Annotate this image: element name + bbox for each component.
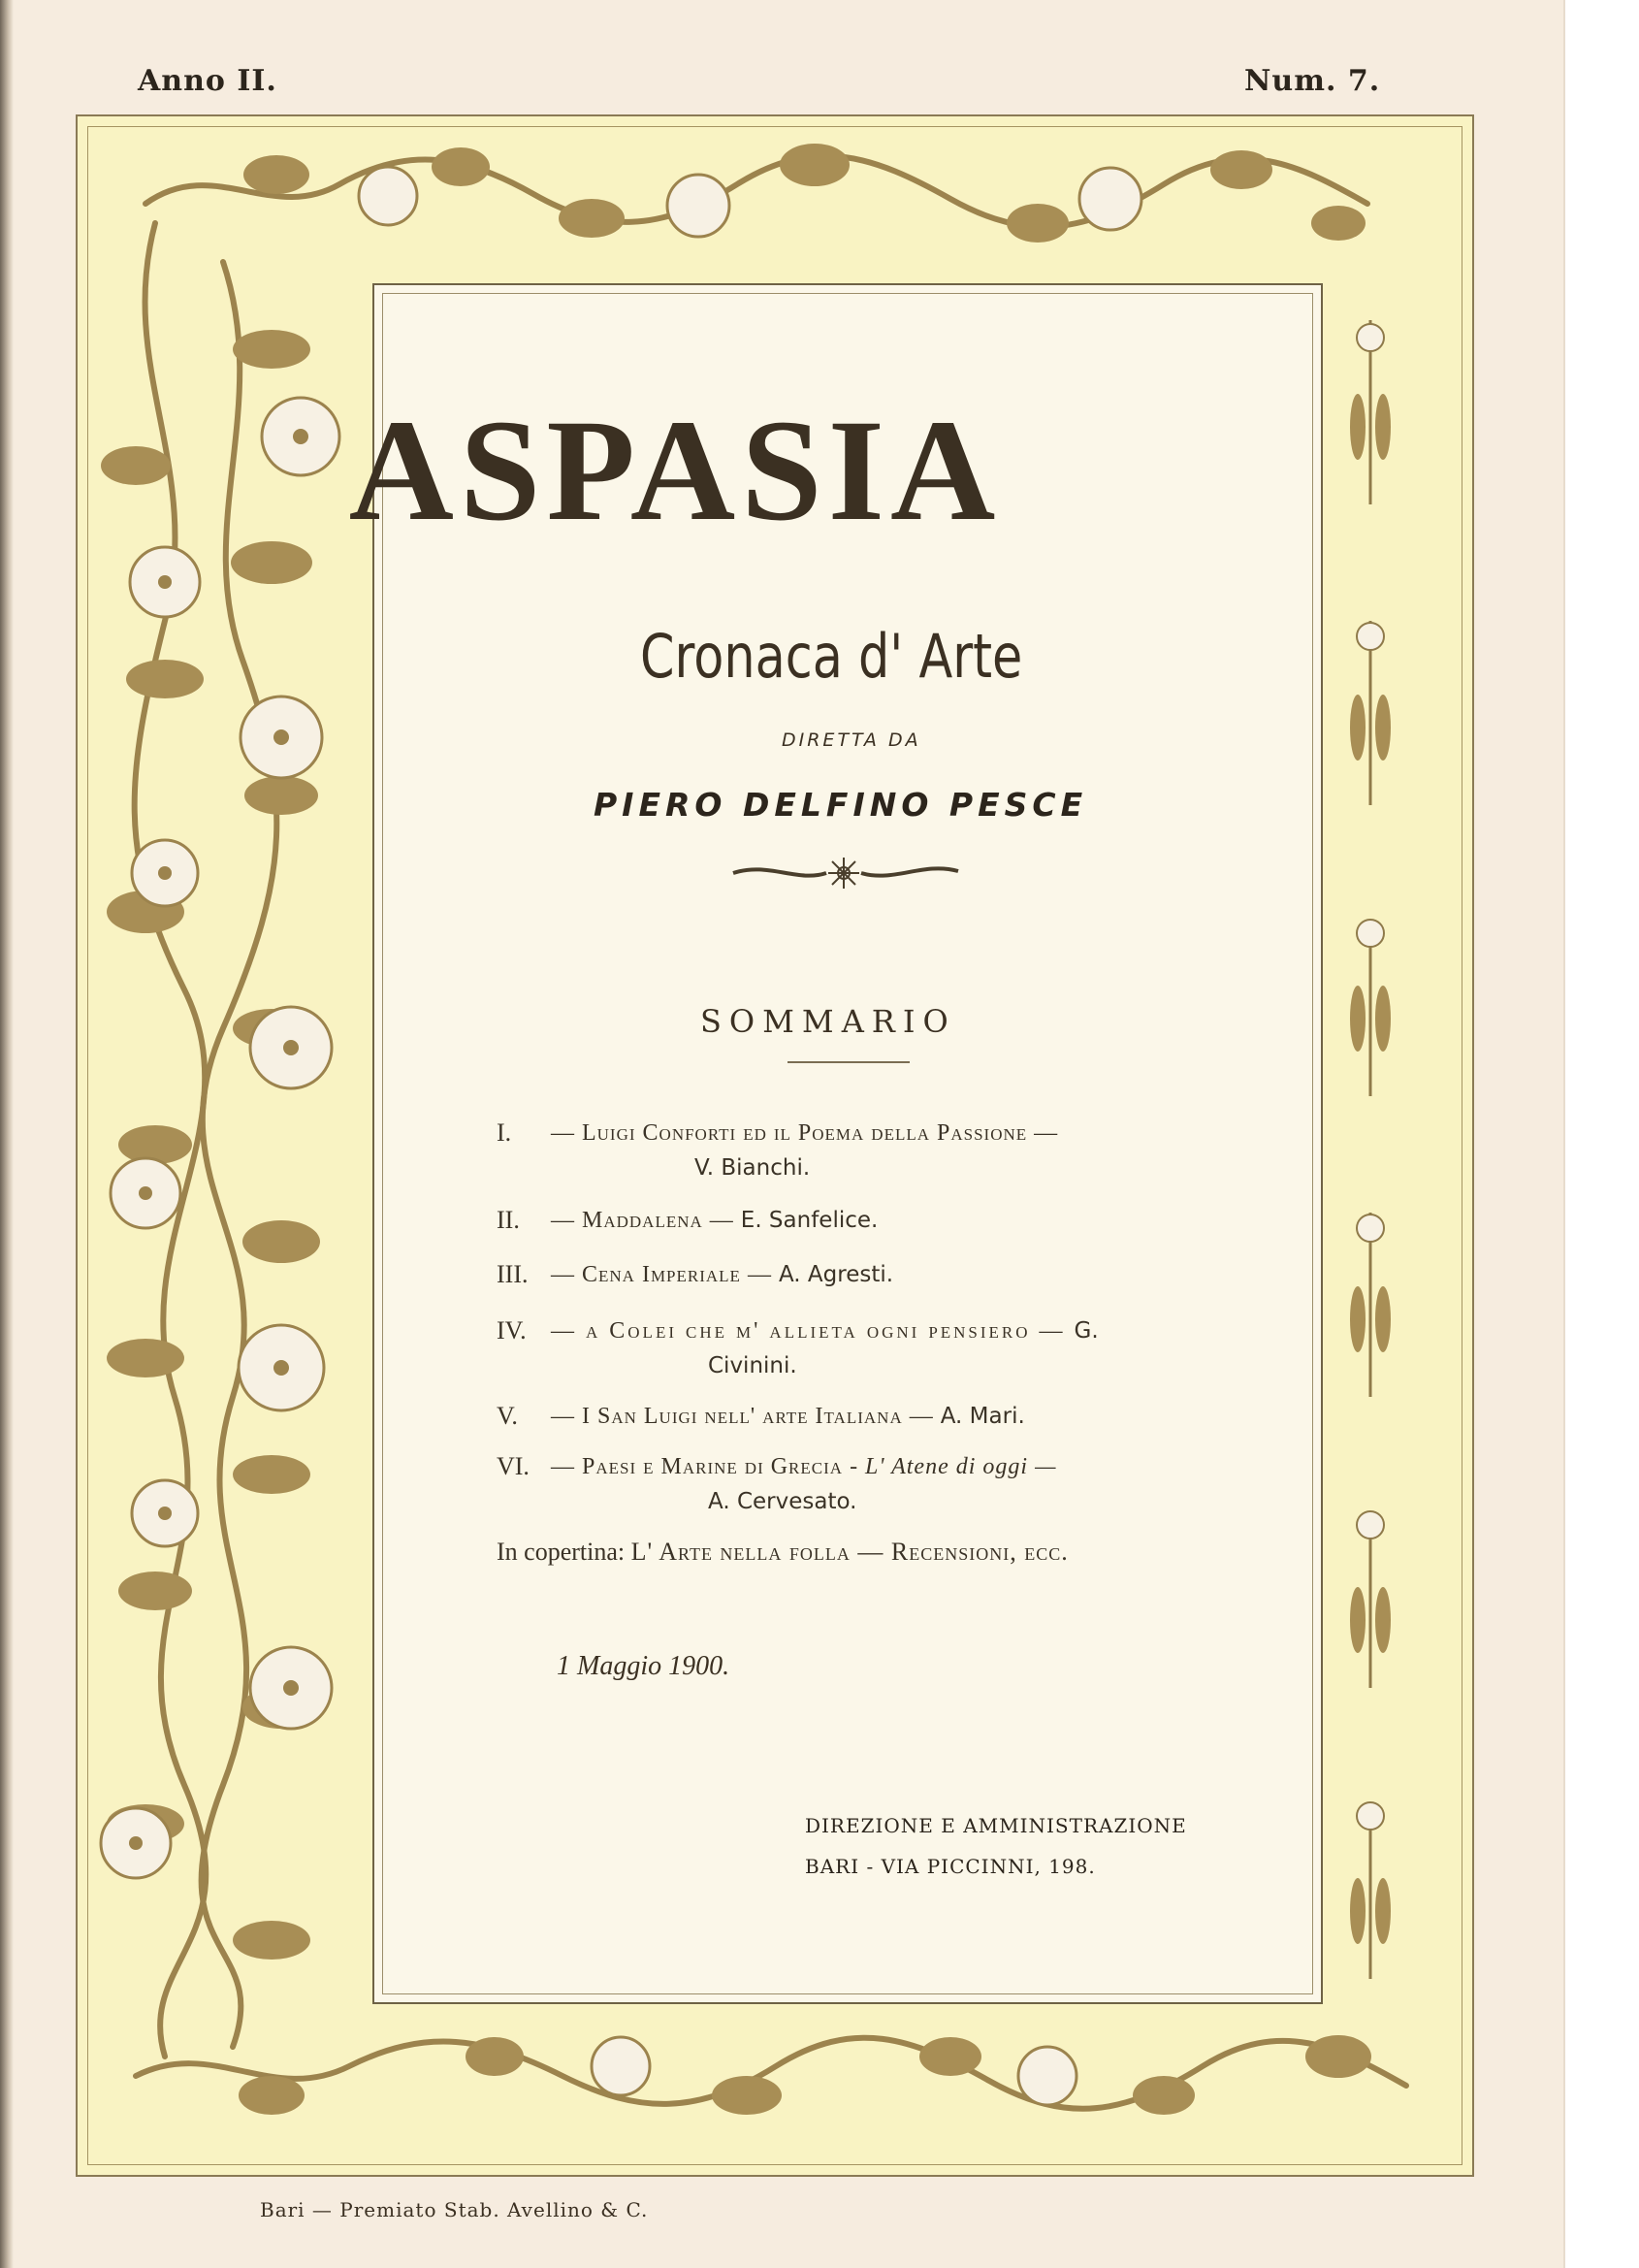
cover-items: L' Arte nella folla — Recensioni, ecc. (630, 1538, 1069, 1566)
toc-title: — Paesi e Marine di Grecia (551, 1454, 844, 1479)
director-name: PIERO DELFINO PESCE (594, 786, 1088, 824)
toc-number: V. (497, 1402, 518, 1430)
issue-date: 1 Maggio 1900. (557, 1651, 730, 1681)
toc-title: — I San Luigi nell' arte Italiana — (551, 1404, 934, 1429)
toc-author: A. Agresti. (778, 1262, 894, 1287)
sommario-heading: SOMMARIO (700, 1003, 956, 1040)
toc-author-initial: G. (1074, 1318, 1099, 1344)
toc-title-line (551, 1203, 878, 1238)
year-label: Anno II. (138, 64, 277, 98)
toc-number: VI. (497, 1452, 530, 1480)
toc-title-line (551, 1449, 1056, 1484)
toc-author: Civinini. (708, 1353, 797, 1378)
toc-subtitle: - L' Atene di oggi — (850, 1454, 1057, 1479)
magazine-title: ASPASIA (348, 390, 1002, 551)
magazine-subtitle: Cronaca d' Arte (640, 621, 1023, 692)
toc-number: III. (497, 1260, 529, 1288)
issue-number: Num. 7. (1244, 64, 1381, 98)
toc-title-line (551, 1257, 893, 1292)
toc-number: II. (497, 1206, 520, 1234)
printer-imprint: Bari — Premiato Stab. Avellino & C. (260, 2198, 649, 2221)
toc-title-line (551, 1399, 1025, 1434)
toc-author: E. Sanfelice. (740, 1208, 879, 1233)
toc-title-line (551, 1313, 1099, 1348)
address-line-1: DIREZIONE E AMMINISTRAZIONE (805, 1814, 1187, 1837)
toc-author: A. Cervesato. (708, 1489, 857, 1514)
directed-by-label: DIRETTA DA (782, 729, 921, 751)
toc-number: I. (497, 1118, 512, 1147)
cover-contents (497, 1538, 1069, 1567)
toc-title: — Maddalena — (551, 1208, 734, 1233)
toc-title: — a Colei che m' allieta ogni pensiero — (551, 1318, 1066, 1344)
toc-author: A. Mari. (940, 1404, 1025, 1429)
address-line-2: BARI - VIA PICCINNI, 198. (805, 1855, 1096, 1878)
toc-title: — Cena Imperiale — (551, 1262, 772, 1287)
flourish-ornament-icon (729, 854, 962, 892)
sommario-divider (787, 1061, 910, 1063)
toc-author: V. Bianchi. (694, 1155, 811, 1181)
page-edge-shadow (0, 0, 14, 2268)
toc-number: IV. (497, 1316, 527, 1345)
toc-title: — Luigi Conforti ed il Poema della Passione — (551, 1120, 1059, 1146)
cover-label: In copertina: (497, 1538, 626, 1566)
